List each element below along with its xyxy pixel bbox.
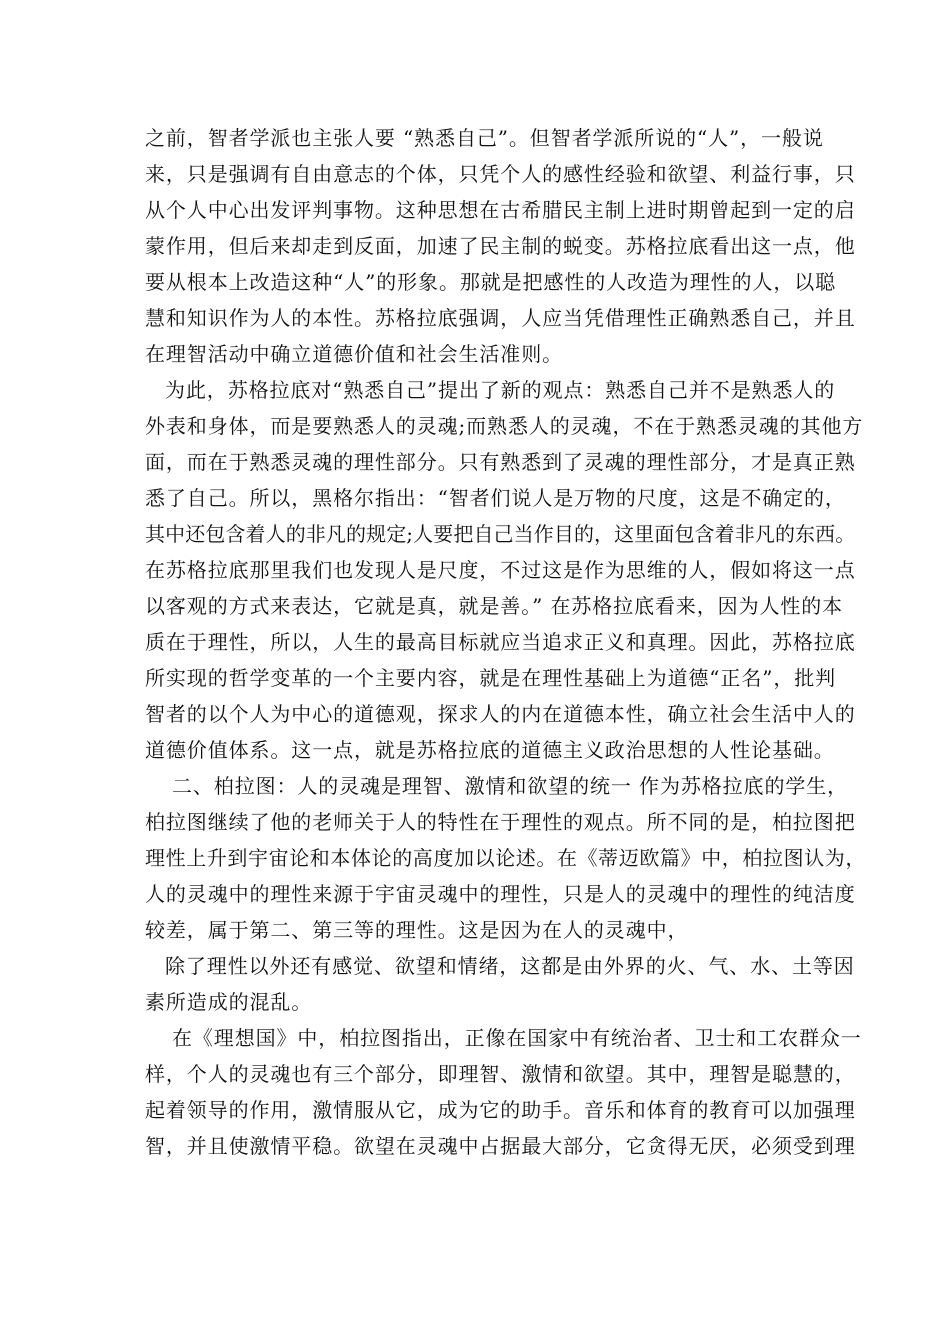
paragraph-line: 智者的以个人为中心的道德观，探求人的内在道德本性，确立社会生活中人的 bbox=[145, 702, 856, 726]
paragraph-line: 智，并且使激情平稳。欲望在灵魂中占据最大部分，它贪得无厌，必须受到理 bbox=[145, 1134, 856, 1158]
paragraph-line: 理性上升到宇宙论和本体论的高度加以论述。在《蒂迈欧篇》中，柏拉图认为， bbox=[145, 846, 866, 870]
paragraph-line: 悉了自己。所以，黑格尔指出：“智者们说人是万物的尺度，这是不确定的， bbox=[145, 486, 846, 510]
paragraph-line: 样，个人的灵魂也有三个部分，即理智、激情和欲望。其中，理智是聪慧的， bbox=[145, 1062, 856, 1086]
paragraph-line: 蒙作用，但后来却走到反面，加速了民主制的蜕变。苏格拉底看出这一点，他 bbox=[145, 234, 856, 258]
paragraph-line: 素所造成的混乱。 bbox=[145, 990, 313, 1014]
section-heading-line: 二、柏拉图：人的灵魂是理智、激情和欲望的统一 作为苏格拉底的学生， bbox=[172, 774, 849, 798]
paragraph-line: 在苏格拉底那里我们也发现人是尺度，不过这是作为思维的人，假如将这一点 bbox=[145, 558, 856, 582]
paragraph-line: 起着领导的作用，激情服从它，成为它的助手。音乐和体育的教育可以加强理 bbox=[145, 1098, 856, 1122]
paragraph-line: 人的灵魂中的理性来源于宇宙灵魂中的理性，只是人的灵魂中的理性的纯洁度 bbox=[145, 882, 856, 906]
paragraph-line: 外表和身体，而是要熟悉人的灵魂;而熟悉人的灵魂，不在于熟悉灵魂的其他方 bbox=[145, 414, 864, 438]
paragraph-line: 之前，智者学派也主张人要 “熟悉自己”。但智者学派所说的“人”，一般说 bbox=[145, 126, 824, 150]
paragraph-line: 其中还包含着人的非凡的规定;人要把自己当作目的，这里面包含着非凡的东西。 bbox=[145, 522, 856, 546]
paragraph-line: 较差，属于第二、第三等的理性。这是因为在人的灵魂中， bbox=[145, 918, 689, 942]
paragraph-line: 质在于理性，所以，人生的最高目标就应当追求正义和真理。因此，苏格拉底 bbox=[145, 630, 856, 654]
paragraph-line: 所实现的哲学变革的一个主要内容，就是在理性基础上为道德“正名”，批判 bbox=[145, 666, 837, 690]
paragraph-line: 以客观的方式来表达，它就是真，就是善。” 在苏格拉底看来，因为人性的本 bbox=[145, 594, 844, 618]
paragraph-line: 来，只是强调有自由意志的个体，只凭个人的感性经验和欲望、利益行事，只 bbox=[145, 162, 856, 186]
paragraph-line: 在理智活动中确立道德价值和社会生活准则。 bbox=[145, 342, 563, 366]
paragraph-line: 面，而在于熟悉灵魂的理性部分。只有熟悉到了灵魂的理性部分，才是真正熟 bbox=[145, 450, 856, 474]
paragraph-line: 从个人中心出发评判事物。这种思想在古希腊民主制上进时期曾起到一定的启 bbox=[145, 198, 856, 222]
paragraph-line: 慧和知识作为人的本性。苏格拉底强调，人应当凭借理性正确熟悉自己，并且 bbox=[145, 306, 856, 330]
paragraph-line: 柏拉图继续了他的老师关于人的特性在于理性的观点。所不同的是，柏拉图把 bbox=[145, 810, 856, 834]
paragraph-line: 要从根本上改造这种“人”的形象。那就是把感性的人改造为理性的人，以聪 bbox=[145, 270, 837, 294]
paragraph-line: 为此，苏格拉底对“熟悉自己”提出了新的观点：熟悉自己并不是熟悉人的 bbox=[165, 378, 836, 402]
paragraph-line: 道德价值体系。这一点，就是苏格拉底的道德主义政治思想的人性论基础。 bbox=[145, 738, 835, 762]
paragraph-line: 除了理性以外还有感觉、欲望和情绪，这都是由外界的火、气、水、土等因 bbox=[165, 954, 855, 978]
paragraph-line: 在《理想国》中，柏拉图指出，正像在国家中有统治者、卫士和工农群众一 bbox=[172, 1026, 862, 1050]
